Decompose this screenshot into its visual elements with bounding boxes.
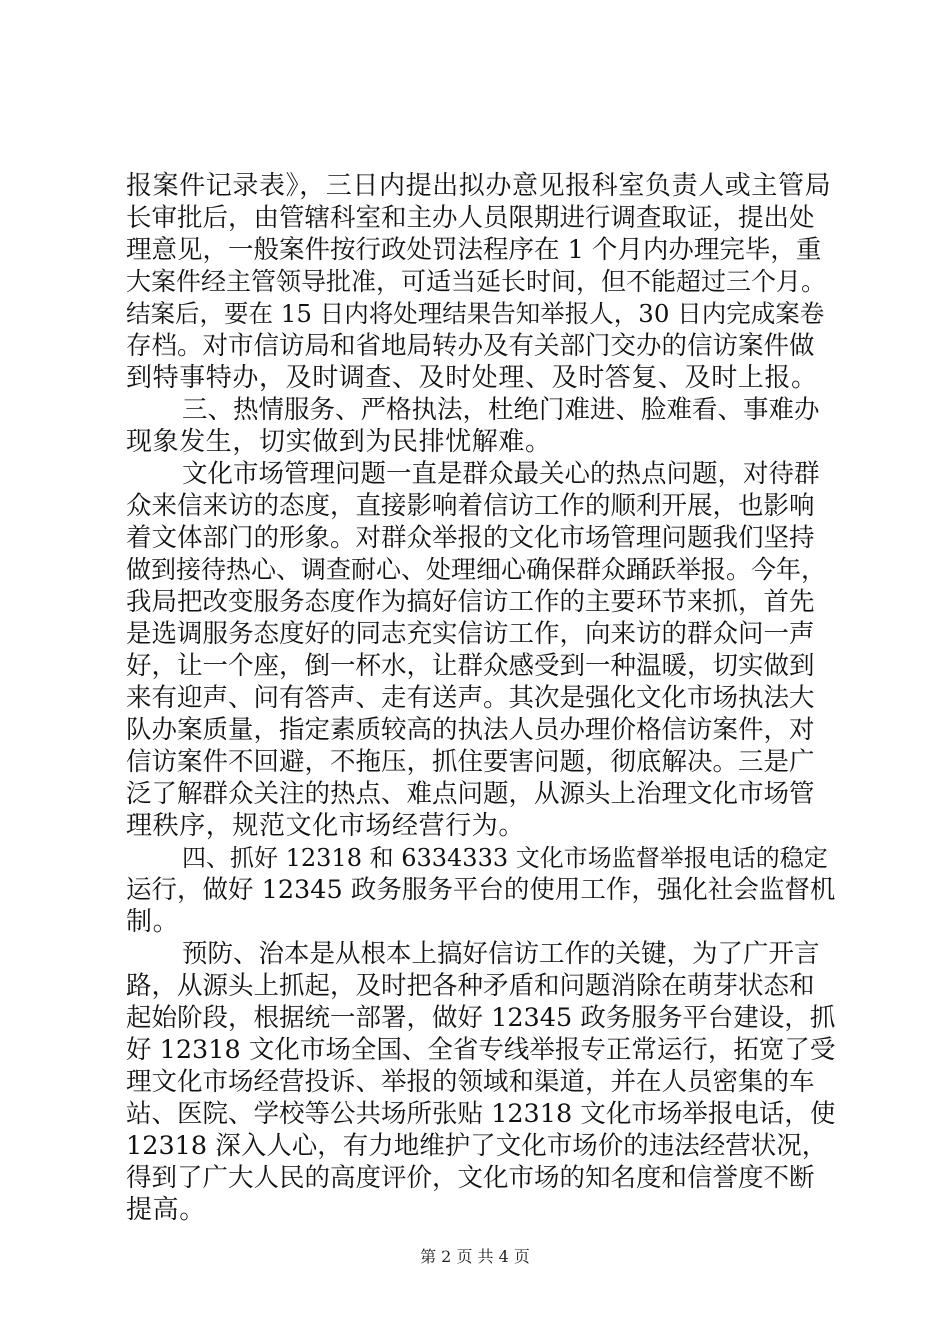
text-line: 运行，做好 12345 政务服务平台的使用工作，强化社会监督机	[126, 875, 836, 905]
text-line: 12318 深入人心，有力地维护了文化市场价的违法经营状况，	[126, 1131, 828, 1161]
text-line: 制。	[126, 907, 180, 937]
text-line: 理文化市场经营投诉、举报的领域和渠道，并在人员密集的车	[126, 1067, 815, 1097]
text-line: 结案后，要在 15 日内将处理结果告知举报人，30 日内完成案卷	[126, 299, 825, 328]
text-line: 起始阶段，根据统一部署，做好 12345 政务服务平台建设，抓	[126, 1003, 836, 1033]
text-line: 站、医院、学校等公共场所张贴 12318 文化市场举报电话，使	[126, 1099, 836, 1129]
text-line: 存档。对市信访局和省地局转办及有关部门交办的信访案件做	[126, 331, 815, 361]
text-line: 泛了解群众关注的热点、难点问题，从源头上治理文化市场管	[126, 779, 815, 809]
text-line: 理意见，一般案件按行政处罚法程序在 1 个月内办理完毕，重	[126, 235, 822, 265]
text-line: 大案件经主管领导批准，可适当延长时间，但不能超过三个月。	[126, 267, 827, 296]
page-footer: 第 2 页 共 4 页	[420, 1247, 530, 1266]
text-line: 我局把改变服务态度作为搞好信访工作的主要环节来抓，首先	[126, 587, 815, 617]
text-line: 着文体部门的形象。对群众举报的文化市场管理问题我们坚持	[126, 523, 815, 553]
text-line: 长审批后，由管辖科室和主办人员限期进行调查取证，提出处	[126, 203, 815, 233]
text-line: 得到了广大人民的高度评价，文化市场的知名度和信誉度不断	[126, 1163, 815, 1193]
text-line: 提高。	[126, 1195, 206, 1225]
text-line: 路，从源头上抓起，及时把各种矛盾和问题消除在萌芽状态和	[126, 971, 815, 1001]
document-body	[126, 170, 836, 1226]
text-line: 信访案件不回避，不拖压，抓住要害问题，彻底解决。三是广	[126, 747, 815, 777]
text-line: 做到接待热心、调查耐心、处理细心确保群众踊跃举报。今年，	[126, 555, 827, 584]
text-line: 好，让一个座，倒一杯水，让群众感受到一种温暖，切实做到	[126, 651, 815, 681]
text-line: 到特事特办，及时调查、及时处理、及时答复、及时上报。	[126, 363, 818, 393]
text-line: 现象发生，切实做到为民排忧解难。	[126, 427, 552, 457]
text-line: 理秩序，规范文化市场经营行为。	[126, 811, 526, 841]
text-line: 众来信来访的态度，直接影响着信访工作的顺利开展，也影响	[126, 491, 815, 521]
text-line: 四、抓好 12318 和 6334333 文化市场监督举报电话的稳定	[182, 844, 828, 872]
text-line: 报案件记录表》，三日内提出拟办意见报科室负责人或主管局	[126, 171, 832, 201]
text-line: 预防、治本是从根本上搞好信访工作的关键，为了广开言	[182, 939, 820, 969]
text-line: 队办案质量，指定素质较高的执法人员办理价格信访案件，对	[126, 715, 815, 745]
text-line: 好 12318 文化市场全国、全省专线举报专正常运行，拓宽了受	[126, 1035, 836, 1065]
text-line: 来有迎声、问有答声、走有送声。其次是强化文化市场执法大	[126, 683, 815, 713]
text-line: 三、热情服务、严格执法，杜绝门难进、脸难看、事难办	[182, 395, 820, 425]
text-line: 是选调服务态度好的同志充实信访工作，向来访的群众问一声	[126, 619, 815, 649]
text-line: 文化市场管理问题一直是群众最关心的热点问题，对待群	[182, 459, 820, 489]
